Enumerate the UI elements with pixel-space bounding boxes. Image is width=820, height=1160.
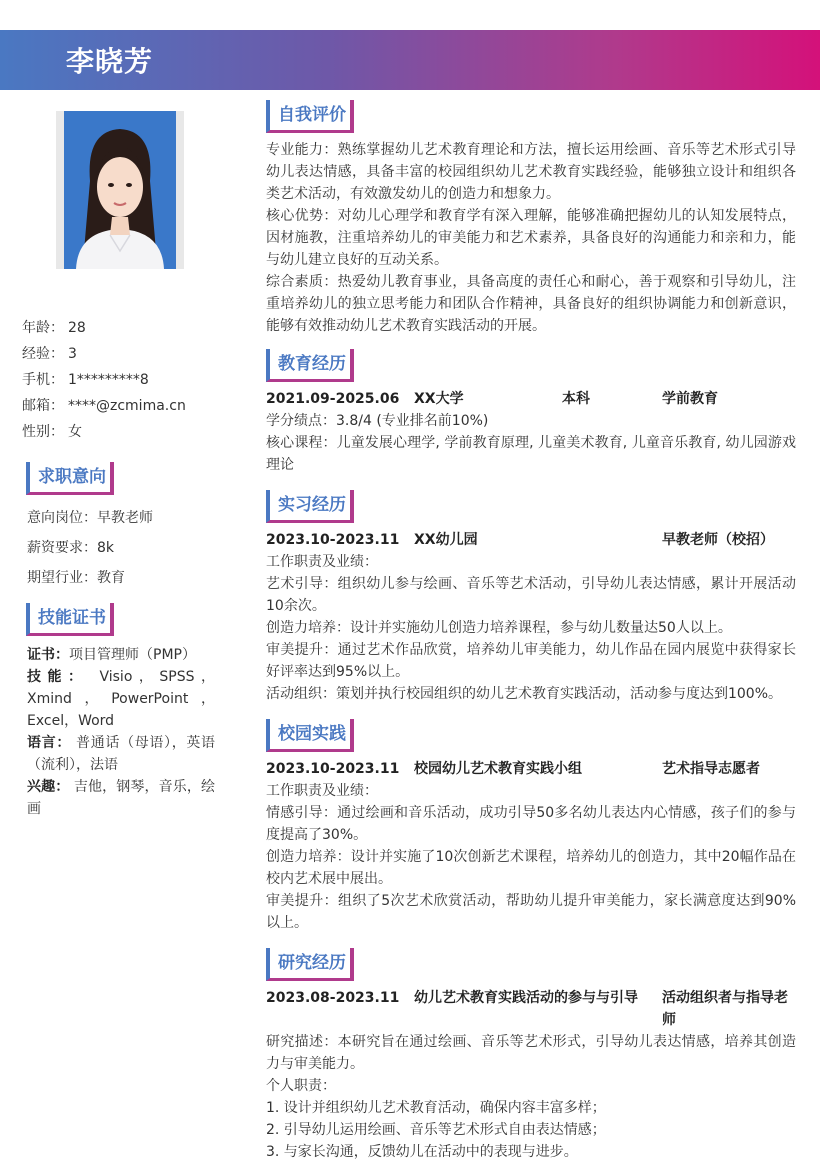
basic-gender: 性别： 女 <box>22 424 82 440</box>
edu-date: 2021.09-2025.06 <box>266 391 400 407</box>
section-title-campus: 校园实践 <box>266 719 354 752</box>
research-line: 个人职责： <box>266 1078 336 1094</box>
intern-line: 艺术引导：组织幼儿参与绘画、音乐等艺术活动，引导幼儿表达情感，累计开展活动10余次。 <box>266 576 796 614</box>
basic-age: 年龄： 28 <box>22 320 86 336</box>
basic-phone: 手机： 1*********8 <box>22 372 149 388</box>
edu-courses: 核心课程：儿童发展心理学, 学前教育原理, 儿童美术教育, 儿童音乐教育, 幼儿园游戏理论 <box>266 435 796 473</box>
skill-tools: 技能： Visio，SPSS，Xmind，PowerPoint，Excel，Word <box>27 669 215 729</box>
campus-header <box>266 758 796 780</box>
section-title-edu: 教育经历 <box>266 349 354 382</box>
basic-experience: 经验： 3 <box>22 346 77 362</box>
name-banner <box>0 30 820 90</box>
campus-role: 艺术指导志愿者 <box>662 761 760 777</box>
self-eval-strength: 核心优势：对幼儿心理学和教育学有深入理解，能够准确把握幼儿的认知发展特点，因材施教，注重培养幼儿的审美能力和艺术素养，具备良好的沟通能力和亲和力，能与幼儿建立良好的互动关系。 <box>266 208 796 268</box>
self-eval-overall: 综合素质：热爱幼儿教育事业，具备高度的责任心和耐心，善于观察和引导幼儿，注重培养幼儿的独立思考能力和团队合作精神，具备良好的组织协调能力和创新意识，能够有效推动幼儿艺术教育实践活动的开展。 <box>266 274 796 334</box>
basic-info <box>22 318 222 448</box>
profile-photo <box>56 111 184 269</box>
intent-salary: 薪资要求：8k <box>27 540 115 556</box>
self-evaluation <box>266 139 796 337</box>
campus-date: 2023.10-2023.11 <box>266 761 400 777</box>
section-title-self: 自我评价 <box>266 100 354 133</box>
job-intent <box>27 508 217 598</box>
skills-list <box>27 644 215 820</box>
section-title-intent: 求职意向 <box>26 462 114 495</box>
campus-practice <box>266 758 796 934</box>
research-line: 研究描述：本研究旨在通过绘画、音乐等艺术形式，引导幼儿表达情感，培养其创造力与审美能力。 <box>266 1034 796 1072</box>
edu-degree: 本科 <box>562 391 590 407</box>
section-title-research: 研究经历 <box>266 948 354 981</box>
research-line: 3. 与家长沟通，反馈幼儿在活动中的表现与进步。 <box>266 1144 578 1160</box>
research <box>266 987 796 1160</box>
research-line: 1. 设计并组织幼儿艺术教育活动，确保内容丰富多样； <box>266 1100 606 1116</box>
skill-interests: 兴趣： 吉他，钢琴，音乐，绘画 <box>27 779 215 817</box>
research-date: 2023.08-2023.11 <box>266 990 400 1006</box>
campus-line: 创造力培养：设计并实施了10次创新艺术课程，培养幼儿的创造力，其中20幅作品在校内艺术展中展出。 <box>266 849 796 887</box>
basic-email: 邮箱： ****@zcmima.cn <box>22 398 186 414</box>
edu-header <box>266 388 796 410</box>
skill-certificate: 证书：项目管理师（PMP） <box>27 647 196 663</box>
research-topic: 幼儿艺术教育实践活动的参与与引导 <box>414 990 638 1006</box>
research-role: 活动组织者与指导老师 <box>662 990 788 1028</box>
campus-org: 校园幼儿艺术教育实践小组 <box>414 761 582 777</box>
intern-line: 工作职责及业绩： <box>266 554 378 570</box>
edu-major: 学前教育 <box>662 391 718 407</box>
internship <box>266 529 796 705</box>
intern-header <box>266 529 796 551</box>
intern-date: 2023.10-2023.11 <box>266 532 400 548</box>
edu-school: XX大学 <box>414 391 464 407</box>
self-eval-professional: 专业能力：熟练掌握幼儿艺术教育理论和方法，擅长运用绘画、音乐等艺术形式引导幼儿表达情感，具备丰富的校园组织幼儿艺术教育实践经验，能够独立设计和组织各类艺术活动，有效激发幼儿的创造力和想象力。 <box>266 142 796 202</box>
section-title-skills: 技能证书 <box>26 603 114 636</box>
campus-line: 工作职责及业绩： <box>266 783 378 799</box>
intern-line: 创造力培养：设计并实施幼儿创造力培养课程，参与幼儿数量达50人以上。 <box>266 620 732 636</box>
intern-role: 早教老师（校招） <box>662 532 774 548</box>
intern-org: XX幼儿园 <box>414 532 478 548</box>
edu-gpa: 学分绩点：3.8/4 (专业排名前10%) <box>266 413 489 429</box>
intern-line: 活动组织：策划并执行校园组织的幼儿艺术教育实践活动，活动参与度达到100%。 <box>266 686 783 702</box>
section-title-intern: 实习经历 <box>266 490 354 523</box>
campus-line: 情感引导：通过绘画和音乐活动，成功引导50多名幼儿表达内心情感，孩子们的参与度提高了30%。 <box>266 805 796 843</box>
campus-line: 审美提升：组织了5次艺术欣赏活动，帮助幼儿提升审美能力，家长满意度达到90%以上。 <box>266 893 796 931</box>
skill-languages: 语言： 普通话（母语），英语（流利），法语 <box>27 735 216 773</box>
intent-position: 意向岗位：早教老师 <box>27 510 153 526</box>
candidate-name: 李晓芳 <box>66 45 154 78</box>
research-line: 2. 引导幼儿运用绘画、音乐等艺术形式自由表达情感； <box>266 1122 606 1138</box>
intent-industry: 期望行业：教育 <box>27 570 125 586</box>
education <box>266 388 796 476</box>
intern-line: 审美提升：通过艺术作品欣赏，培养幼儿审美能力，幼儿作品在园内展览中获得家长好评率达到95%以上。 <box>266 642 796 680</box>
research-header <box>266 987 796 1031</box>
